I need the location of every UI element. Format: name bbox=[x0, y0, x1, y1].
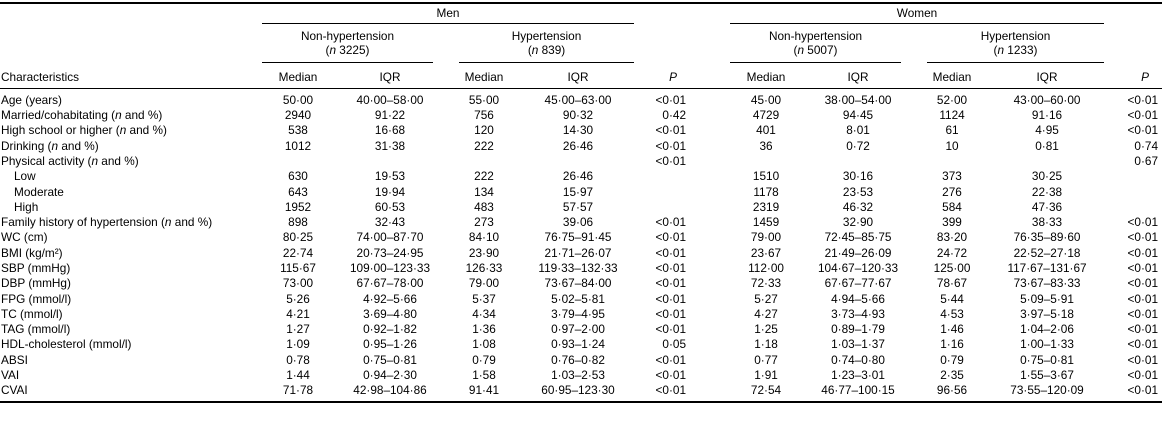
column-gap bbox=[690, 246, 730, 261]
value-cell: 1459 bbox=[752, 215, 780, 230]
row-label: DBP (mmHg) bbox=[1, 276, 71, 291]
p-value-cell: <0·01 bbox=[1127, 352, 1159, 367]
value-cell: 72·54 bbox=[750, 383, 782, 398]
value-cell: 1·55–3·67 bbox=[1020, 368, 1074, 383]
table-row bbox=[0, 261, 1162, 276]
spacer-cell bbox=[0, 23, 262, 62]
value-cell: 643 bbox=[288, 184, 308, 199]
value-cell: 1124 bbox=[939, 108, 965, 123]
p-value-cell: <0·01 bbox=[655, 352, 687, 367]
value-cell: 83·20 bbox=[936, 230, 968, 245]
value-cell: 3·73–4·93 bbox=[831, 306, 885, 321]
value-cell: 72·33 bbox=[750, 276, 782, 291]
value-cell: 32·90 bbox=[842, 215, 874, 230]
value-cell: 4·21 bbox=[286, 306, 310, 321]
p-value-cell bbox=[634, 185, 690, 200]
value-cell: 5·44 bbox=[940, 291, 964, 306]
value-cell: 4·94–5·66 bbox=[831, 291, 885, 306]
column-header-row bbox=[0, 63, 1162, 88]
value-cell: 0·94–2·30 bbox=[363, 368, 417, 383]
value-cell: 898 bbox=[288, 215, 308, 230]
table-row bbox=[0, 230, 1162, 245]
subgroup-header-women-non-hypertension bbox=[730, 28, 901, 63]
value-cell bbox=[446, 154, 522, 169]
value-cell: 31·38 bbox=[374, 138, 406, 153]
value-cell: 55·00 bbox=[468, 92, 500, 107]
value-cell: 1·18 bbox=[754, 337, 778, 352]
p-value-cell: <0·01 bbox=[1127, 306, 1159, 321]
subgroup-n: (n 839) bbox=[527, 43, 566, 58]
value-cell: 15·97 bbox=[562, 184, 594, 199]
value-cell: 90·32 bbox=[562, 108, 594, 123]
value-cell: 78·67 bbox=[936, 276, 968, 291]
value-cell: 0·79 bbox=[940, 352, 964, 367]
value-cell: 0·97–2·00 bbox=[551, 322, 605, 337]
value-cell: 125·00 bbox=[933, 260, 971, 275]
column-gap bbox=[690, 139, 730, 154]
value-cell bbox=[914, 154, 990, 169]
value-cell: 115·67 bbox=[280, 260, 316, 275]
value-cell: 74·00–87·70 bbox=[356, 230, 424, 245]
p-value-cell: <0·01 bbox=[655, 92, 687, 107]
table-row bbox=[0, 88, 1162, 108]
iqr-header: IQR bbox=[802, 63, 914, 88]
p-header: P bbox=[1104, 63, 1162, 88]
p-value-cell: 0·05 bbox=[662, 337, 687, 352]
value-cell: 134 bbox=[474, 184, 494, 199]
value-cell: 584 bbox=[942, 199, 962, 214]
table-row bbox=[0, 108, 1162, 123]
row-label: TAG (mmol/l) bbox=[1, 322, 71, 337]
value-cell: 1·46 bbox=[940, 322, 964, 337]
p-value-cell: <0·01 bbox=[655, 322, 687, 337]
value-cell bbox=[990, 154, 1104, 169]
p-value-cell: <0·01 bbox=[1127, 291, 1159, 306]
row-label: TC (mmol/l) bbox=[1, 306, 63, 321]
value-cell: 5·37 bbox=[472, 291, 496, 306]
value-cell: 22·74 bbox=[282, 245, 314, 260]
value-cell: 23·67 bbox=[750, 245, 782, 260]
row-label: Married/cohabitating (n and %) bbox=[1, 108, 163, 123]
value-cell: 76·75–91·45 bbox=[544, 230, 612, 245]
p-value-cell: <0·01 bbox=[655, 245, 687, 260]
row-label: Physical activity (n and %) bbox=[1, 153, 139, 168]
value-cell: 222 bbox=[474, 138, 494, 153]
p-value-cell: <0·01 bbox=[1127, 108, 1159, 123]
value-cell: 0·75–0·81 bbox=[1020, 352, 1074, 367]
value-cell: 16·68 bbox=[374, 123, 406, 138]
value-cell: 67·67–77·67 bbox=[824, 276, 892, 291]
value-cell: 21·49–26·09 bbox=[824, 245, 892, 260]
row-label: BMI (kg/m²) bbox=[1, 245, 63, 260]
value-cell: 0·77 bbox=[754, 352, 778, 367]
value-cell: 4·92–5·66 bbox=[363, 291, 417, 306]
p-value-cell bbox=[634, 169, 690, 184]
value-cell: 0·95–1·26 bbox=[363, 337, 417, 352]
group-header-row bbox=[0, 3, 1162, 23]
value-cell: 20·73–24·95 bbox=[356, 245, 424, 260]
median-header: Median bbox=[446, 63, 522, 88]
value-cell: 23·53 bbox=[842, 184, 874, 199]
value-cell: 1·27 bbox=[286, 322, 310, 337]
value-cell: 1·58 bbox=[472, 368, 496, 383]
value-cell: 1012 bbox=[284, 138, 312, 153]
column-gap bbox=[690, 368, 730, 383]
value-cell: 630 bbox=[288, 169, 308, 184]
column-gap bbox=[690, 3, 730, 23]
value-cell: 61 bbox=[945, 123, 959, 138]
row-label: FPG (mmol/l) bbox=[1, 291, 72, 306]
value-cell: 91·22 bbox=[374, 108, 406, 123]
value-cell: 1178 bbox=[753, 184, 779, 199]
value-cell: 4·53 bbox=[940, 306, 964, 321]
value-cell: 67·67–78·00 bbox=[356, 276, 424, 291]
value-cell: 1·16 bbox=[940, 337, 964, 352]
value-cell: 73·55–120·09 bbox=[1010, 383, 1084, 398]
value-cell: 120 bbox=[474, 123, 494, 138]
column-gap bbox=[690, 185, 730, 200]
p-value-cell: <0·01 bbox=[1127, 260, 1159, 275]
value-cell: 22·52–27·18 bbox=[1013, 245, 1081, 260]
table-row bbox=[0, 169, 1162, 184]
value-cell: 3·79–4·95 bbox=[551, 306, 605, 321]
p-value-cell: <0·01 bbox=[1127, 276, 1159, 291]
value-cell: 2940 bbox=[284, 108, 312, 123]
value-cell: 1510 bbox=[752, 169, 780, 184]
value-cell: 45·00 bbox=[750, 92, 782, 107]
value-cell: 1·03–1·37 bbox=[831, 337, 885, 352]
column-gap bbox=[690, 23, 730, 62]
column-gap bbox=[690, 322, 730, 337]
row-label: CVAI bbox=[1, 383, 28, 398]
value-cell: 50·00 bbox=[282, 92, 314, 107]
value-cell: 36 bbox=[759, 138, 773, 153]
p-value-cell: <0·01 bbox=[655, 123, 687, 138]
table-row bbox=[0, 322, 1162, 337]
row-label: Moderate bbox=[14, 184, 64, 199]
value-cell: 109·00–123·33 bbox=[349, 260, 431, 275]
column-gap bbox=[690, 337, 730, 352]
value-cell: 0·78 bbox=[286, 352, 310, 367]
value-cell: 73·00 bbox=[282, 276, 314, 291]
value-cell: 21·71–26·07 bbox=[544, 245, 612, 260]
value-cell: 2319 bbox=[752, 199, 780, 214]
table-row bbox=[0, 353, 1162, 368]
value-cell: 26·46 bbox=[562, 169, 594, 184]
iqr-header: IQR bbox=[522, 63, 634, 88]
value-cell: 276 bbox=[942, 184, 962, 199]
value-cell: 60·95–123·30 bbox=[541, 383, 615, 398]
value-cell: 19·94 bbox=[374, 184, 406, 199]
value-cell: 401 bbox=[756, 123, 776, 138]
value-cell: 96·56 bbox=[936, 383, 968, 398]
p-value-cell: <0·01 bbox=[1127, 337, 1159, 352]
p-value-cell: <0·01 bbox=[1127, 123, 1159, 138]
value-cell: 91·41 bbox=[468, 383, 500, 398]
p-value-cell bbox=[1104, 169, 1162, 184]
value-cell: 0·79 bbox=[472, 352, 496, 367]
value-cell: 126·33 bbox=[465, 260, 503, 275]
table-row bbox=[0, 154, 1162, 169]
value-cell: 46·32 bbox=[842, 199, 874, 214]
p-value-cell: <0·01 bbox=[655, 368, 687, 383]
value-cell: 112·00 bbox=[748, 260, 784, 275]
table-row bbox=[0, 292, 1162, 307]
value-cell: 39·06 bbox=[562, 215, 594, 230]
value-cell: 104·67–120·33 bbox=[818, 260, 899, 275]
subgroup-n: (n 1233) bbox=[993, 43, 1038, 58]
value-cell: 30·25 bbox=[1031, 169, 1063, 184]
value-cell: 0·72 bbox=[846, 138, 870, 153]
value-cell: 0·93–1·24 bbox=[551, 337, 605, 352]
value-cell: 19·53 bbox=[374, 169, 406, 184]
value-cell: 1·08 bbox=[472, 337, 496, 352]
characteristics-table bbox=[0, 2, 1162, 403]
value-cell: 1·36 bbox=[472, 322, 496, 337]
row-label: WC (cm) bbox=[1, 230, 48, 245]
p-value-cell bbox=[634, 200, 690, 215]
column-gap bbox=[690, 230, 730, 245]
value-cell: 399 bbox=[942, 215, 962, 230]
value-cell bbox=[802, 154, 914, 169]
subgroup-name: Hypertension bbox=[980, 28, 1051, 43]
value-cell: 2·35 bbox=[940, 368, 964, 383]
value-cell: 73·67–84·00 bbox=[544, 276, 612, 291]
value-cell: 79·00 bbox=[750, 230, 782, 245]
value-cell: 1·91 bbox=[754, 368, 778, 383]
value-cell: 32·43 bbox=[374, 215, 406, 230]
value-cell: 538 bbox=[288, 123, 308, 138]
value-cell: 24·72 bbox=[936, 245, 968, 260]
table-row bbox=[0, 139, 1162, 154]
p-value-cell: <0·01 bbox=[655, 276, 687, 291]
p-value-cell: 0·42 bbox=[662, 108, 687, 123]
value-cell: 79·00 bbox=[468, 276, 500, 291]
table-body bbox=[0, 88, 1162, 401]
subgroup-header-women-hypertension bbox=[927, 28, 1104, 63]
column-gap bbox=[690, 154, 730, 169]
row-label: Drinking (n and %) bbox=[1, 138, 99, 153]
value-cell: 72·45–85·75 bbox=[824, 230, 892, 245]
subgroup-n: (n 5007) bbox=[793, 43, 838, 58]
p-value-cell: <0·01 bbox=[1127, 368, 1159, 383]
p-value-cell bbox=[1104, 185, 1162, 200]
column-gap bbox=[690, 307, 730, 322]
subgroup-header-row bbox=[0, 23, 1162, 62]
column-gap bbox=[690, 108, 730, 123]
value-cell: 1·23–3·01 bbox=[831, 368, 885, 383]
value-cell: 1·25 bbox=[754, 322, 778, 337]
p-value-cell bbox=[1104, 200, 1162, 215]
value-cell: 84·10 bbox=[468, 230, 500, 245]
table-row bbox=[0, 337, 1162, 352]
p-value-cell: <0·01 bbox=[655, 383, 687, 398]
value-cell: 43·00–60·00 bbox=[1013, 92, 1081, 107]
value-cell: 22·38 bbox=[1031, 184, 1063, 199]
value-cell bbox=[334, 154, 446, 169]
p-value-cell: <0·01 bbox=[1127, 245, 1159, 260]
subgroup-name: Non-hypertension bbox=[768, 28, 863, 43]
value-cell: 45·00–63·00 bbox=[544, 92, 612, 107]
value-cell: 71·78 bbox=[282, 383, 314, 398]
value-cell: 373 bbox=[942, 169, 962, 184]
value-cell: 1952 bbox=[284, 199, 312, 214]
p-value-cell: <0·01 bbox=[655, 306, 687, 321]
column-gap bbox=[690, 276, 730, 291]
p-value-cell: <0·01 bbox=[1127, 383, 1159, 398]
value-cell: 14·30 bbox=[562, 123, 594, 138]
column-gap bbox=[690, 353, 730, 368]
value-cell: 23·90 bbox=[468, 245, 500, 260]
table-row bbox=[0, 276, 1162, 291]
spacer-cell bbox=[0, 3, 262, 23]
row-label: High school or higher (n and %) bbox=[1, 123, 167, 138]
value-cell: 60·53 bbox=[374, 199, 406, 214]
value-cell: 38·33 bbox=[1031, 215, 1063, 230]
value-cell: 3·69–4·80 bbox=[363, 306, 417, 321]
row-label: High bbox=[14, 199, 39, 214]
p-value-cell: <0·01 bbox=[1127, 322, 1159, 337]
subgroup-name: Non-hypertension bbox=[300, 28, 395, 43]
group-header-women: Women bbox=[730, 3, 1104, 23]
row-label: HDL-cholesterol (mmol/l) bbox=[1, 337, 132, 352]
value-cell: 5·02–5·81 bbox=[551, 291, 605, 306]
p-value-cell: <0·01 bbox=[655, 153, 687, 168]
value-cell: 117·67–131·67 bbox=[1007, 260, 1087, 275]
p-header: P bbox=[634, 63, 690, 88]
value-cell: 0·92–1·82 bbox=[363, 322, 417, 337]
spacer-cell bbox=[634, 3, 690, 23]
value-cell: 26·46 bbox=[562, 138, 594, 153]
value-cell: 1·03–2·53 bbox=[551, 368, 605, 383]
subgroup-n: (n 3225) bbox=[325, 43, 370, 58]
value-cell: 47·36 bbox=[1031, 199, 1063, 214]
median-header: Median bbox=[914, 63, 990, 88]
value-cell: 76·35–89·60 bbox=[1013, 230, 1081, 245]
value-cell: 483 bbox=[474, 199, 494, 214]
row-label: Family history of hypertension (n and %) bbox=[1, 215, 213, 230]
p-value-cell: <0·01 bbox=[655, 215, 687, 230]
column-gap bbox=[690, 169, 730, 184]
value-cell bbox=[262, 154, 334, 169]
value-cell bbox=[522, 154, 634, 169]
table-row bbox=[0, 215, 1162, 230]
value-cell: 222 bbox=[474, 169, 494, 184]
row-label: Age (years) bbox=[1, 92, 62, 107]
value-cell: 10 bbox=[945, 138, 959, 153]
value-cell: 4·95 bbox=[1035, 123, 1059, 138]
column-gap bbox=[690, 292, 730, 307]
p-value-cell: <0·01 bbox=[655, 291, 687, 306]
table-row bbox=[0, 123, 1162, 138]
p-value-cell: <0·01 bbox=[1127, 230, 1159, 245]
table-row bbox=[0, 368, 1162, 383]
spacer-cell bbox=[634, 23, 690, 62]
row-label: Low bbox=[14, 169, 36, 184]
p-value-cell: <0·01 bbox=[655, 230, 687, 245]
column-gap bbox=[690, 123, 730, 138]
table-row bbox=[0, 200, 1162, 215]
p-value-cell: <0·01 bbox=[655, 138, 687, 153]
value-cell: 8·01 bbox=[846, 123, 870, 138]
value-cell: 0·74–0·80 bbox=[831, 352, 885, 367]
value-cell: 5·26 bbox=[286, 291, 310, 306]
value-cell: 0·81 bbox=[1035, 138, 1059, 153]
p-value-cell: 0·74 bbox=[1134, 138, 1159, 153]
column-gap bbox=[690, 383, 730, 401]
median-header: Median bbox=[262, 63, 334, 88]
subgroup-header-men-hypertension bbox=[459, 28, 634, 63]
value-cell: 52·00 bbox=[936, 92, 968, 107]
row-label: VAI bbox=[1, 368, 20, 383]
value-cell: 40·00–58·00 bbox=[356, 92, 424, 107]
value-cell: 46·77–100·15 bbox=[821, 383, 895, 398]
p-value-cell: <0·01 bbox=[655, 260, 687, 275]
group-header-men: Men bbox=[262, 3, 634, 23]
median-header: Median bbox=[730, 63, 802, 88]
value-cell bbox=[730, 154, 802, 169]
column-gap bbox=[690, 63, 730, 88]
value-cell: 119·33–132·33 bbox=[538, 260, 618, 275]
characteristics-header: Characteristics bbox=[0, 63, 262, 88]
value-cell: 1·04–2·06 bbox=[1020, 322, 1074, 337]
spacer-cell bbox=[1104, 3, 1162, 23]
value-cell: 273 bbox=[474, 215, 494, 230]
value-cell: 38·00–54·00 bbox=[824, 92, 892, 107]
spacer-cell bbox=[1104, 23, 1162, 62]
value-cell: 42·98–104·86 bbox=[353, 383, 427, 398]
table-row bbox=[0, 307, 1162, 322]
value-cell: 30·16 bbox=[842, 169, 874, 184]
value-cell: 94·45 bbox=[842, 108, 874, 123]
iqr-header: IQR bbox=[990, 63, 1104, 88]
value-cell: 4·34 bbox=[472, 306, 496, 321]
column-gap bbox=[690, 88, 730, 108]
iqr-header: IQR bbox=[334, 63, 446, 88]
column-gap bbox=[690, 215, 730, 230]
value-cell: 756 bbox=[474, 108, 494, 123]
table-row bbox=[0, 246, 1162, 261]
table-row bbox=[0, 383, 1162, 401]
table-row bbox=[0, 185, 1162, 200]
subgroup-name: Hypertension bbox=[511, 28, 582, 43]
value-cell: 1·44 bbox=[286, 368, 310, 383]
p-value-cell: <0·01 bbox=[1127, 92, 1159, 107]
value-cell: 3·97–5·18 bbox=[1020, 306, 1074, 321]
column-gap bbox=[690, 200, 730, 215]
column-gap bbox=[690, 261, 730, 276]
value-cell: 1·00–1·33 bbox=[1020, 337, 1074, 352]
value-cell: 5·09–5·91 bbox=[1020, 291, 1074, 306]
row-label: SBP (mmHg) bbox=[1, 260, 71, 275]
value-cell: 5·27 bbox=[754, 291, 778, 306]
value-cell: 0·75–0·81 bbox=[363, 352, 417, 367]
value-cell: 1·09 bbox=[286, 337, 310, 352]
value-cell: 91·16 bbox=[1031, 108, 1063, 123]
value-cell: 0·76–0·82 bbox=[551, 352, 605, 367]
value-cell: 57·57 bbox=[562, 199, 594, 214]
value-cell: 4·27 bbox=[754, 306, 778, 321]
value-cell: 73·67–83·33 bbox=[1013, 276, 1081, 291]
row-label: ABSI bbox=[1, 352, 28, 367]
value-cell: 80·25 bbox=[282, 230, 314, 245]
p-value-cell: 0·67 bbox=[1134, 153, 1159, 168]
subgroup-header-men-non-hypertension bbox=[262, 28, 433, 63]
p-value-cell: <0·01 bbox=[1127, 215, 1159, 230]
value-cell: 0·89–1·79 bbox=[831, 322, 885, 337]
value-cell: 4729 bbox=[752, 108, 780, 123]
